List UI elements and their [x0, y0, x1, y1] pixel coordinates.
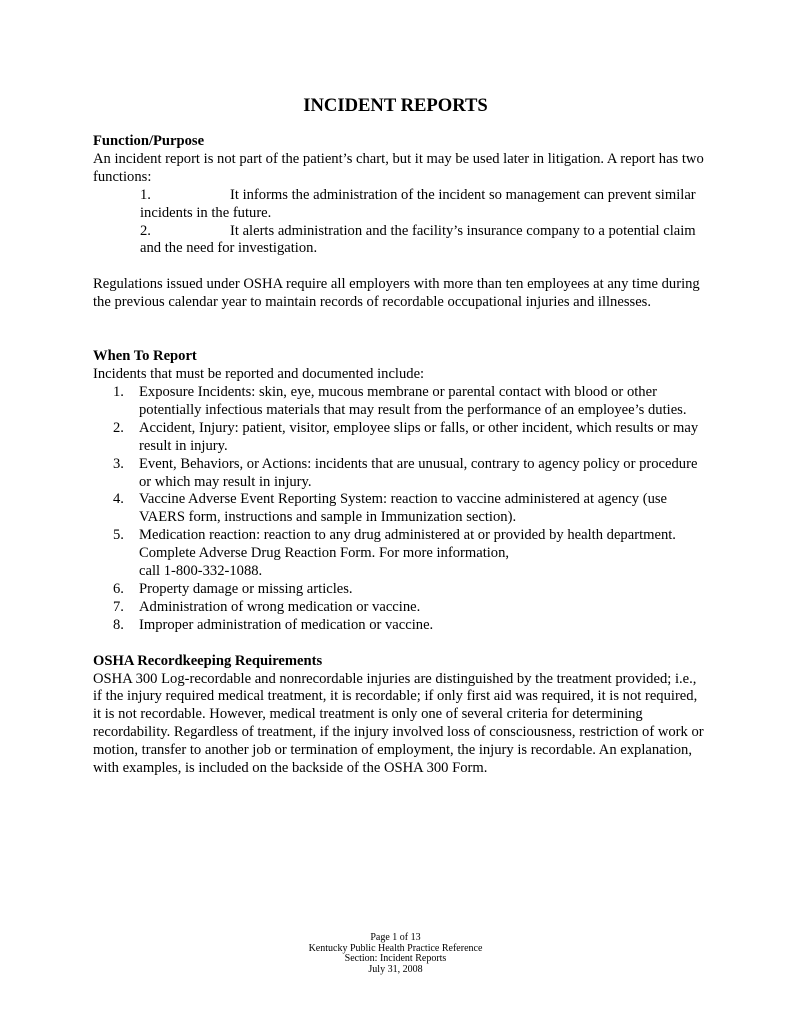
- function-item: [93, 223, 705, 259]
- report-list-item: [93, 581, 705, 599]
- report-item-phone: call 1-800-332-1088.: [139, 563, 263, 580]
- osha-recordkeeping-heading: OSHA Recordkeeping Requirements: [93, 652, 323, 669]
- report-list-item: [93, 420, 705, 456]
- when-to-report-intro: Incidents that must be reported and documented include:: [93, 366, 425, 383]
- function-purpose-intro: An incident report is not part of the patient’s chart, but it may be used later in litigation. A report has two functions:: [93, 150, 704, 185]
- report-item-text: Accident, Injury: patient, visitor, employee slips or falls, or other incident, which results or may result in injury.: [139, 419, 699, 454]
- report-list-item: [93, 384, 705, 420]
- report-item-number: 4.: [113, 491, 124, 508]
- report-item-number: 3.: [113, 455, 124, 472]
- function-item: [93, 187, 705, 223]
- report-item-text: Medication reaction: reaction to any drug administered at or provided by health department. Complete Adverse Drug Reaction Form. For more information,: [139, 527, 676, 562]
- report-item-text: Improper administration of medication or vaccine.: [139, 616, 434, 633]
- document-body: [93, 133, 705, 778]
- spacer: [93, 312, 705, 348]
- report-list-item: [93, 491, 705, 527]
- report-list: [93, 384, 705, 635]
- spacer: [93, 635, 705, 653]
- osha-recordkeeping-text: OSHA 300 Log-recordable and nonrecordable injuries are distinguished by the treatment provided; i.e., if the injury required medical treatment, it is recordable; if only first aid was required, it is not required, it is not recordable. However, medical treatment is only one of several criteria for determining recordability. Regardless of treatment, if the injury involved loss of consciousness, restriction of work or motion, transfer to another job or termination of employment, the injury is recordable. An explanation, with examples, is included on the backside of the OSHA 300 Form.: [93, 670, 704, 777]
- report-list-item: [93, 527, 705, 581]
- functions-list: [93, 187, 705, 259]
- osha-recordkeeping-section: [93, 653, 705, 778]
- report-item-text: Event, Behaviors, or Actions: incidents that are unusual, contrary to agency policy or procedure or which may result in injury.: [139, 455, 698, 490]
- report-item-text: Administration of wrong medication or vaccine.: [139, 598, 421, 615]
- function-item-text: It alerts administration and the facility’s insurance company to a potential claim and the need for investigation.: [140, 222, 696, 257]
- function-item-number: 1.: [140, 186, 151, 203]
- function-item-text: It informs the administration of the incident so management can prevent similar incidents in the future.: [140, 186, 696, 221]
- function-purpose-section: [93, 133, 705, 312]
- report-item-number: 8.: [113, 616, 124, 633]
- report-item-number: 1.: [113, 383, 124, 400]
- when-to-report-section: [93, 348, 705, 635]
- footer-reference: Kentucky Public Health Practice Reference: [308, 942, 483, 954]
- report-list-item: [93, 599, 705, 617]
- report-item-number: 6.: [113, 580, 124, 597]
- page-footer: [0, 933, 791, 975]
- function-item-number: 2.: [140, 222, 151, 239]
- footer-page-number: Page 1 of 13: [370, 932, 421, 943]
- osha-regulations-paragraph: Regulations issued under OSHA require all employers with more than ten employees at any time during the previous calendar year to maintain records of recordable occupational injuries and illnesses.: [93, 276, 700, 311]
- footer-date: July 31, 2008: [368, 963, 423, 975]
- document-title: INCIDENT REPORTS: [303, 95, 488, 116]
- report-item-number: 2.: [113, 419, 124, 436]
- report-item-number: 5.: [113, 527, 124, 544]
- when-to-report-heading: When To Report: [93, 348, 197, 365]
- report-list-item: [93, 617, 705, 635]
- report-item-text: Property damage or missing articles.: [139, 580, 353, 597]
- function-purpose-heading: Function/Purpose: [93, 133, 205, 149]
- report-item-text: Vaccine Adverse Event Reporting System: reaction to vaccine administered at agency (use VAERS form, instructions and sample in Immunization section).: [139, 491, 668, 526]
- report-list-item: [93, 456, 705, 492]
- spacer: [93, 258, 705, 276]
- footer-section: Section: Incident Reports: [344, 953, 447, 965]
- report-item-number: 7.: [113, 598, 124, 615]
- report-item-text: Exposure Incidents: skin, eye, mucous membrane or parental contact with blood or other potentially infectious materials that may result from the performance of an employee’s duties.: [139, 383, 687, 418]
